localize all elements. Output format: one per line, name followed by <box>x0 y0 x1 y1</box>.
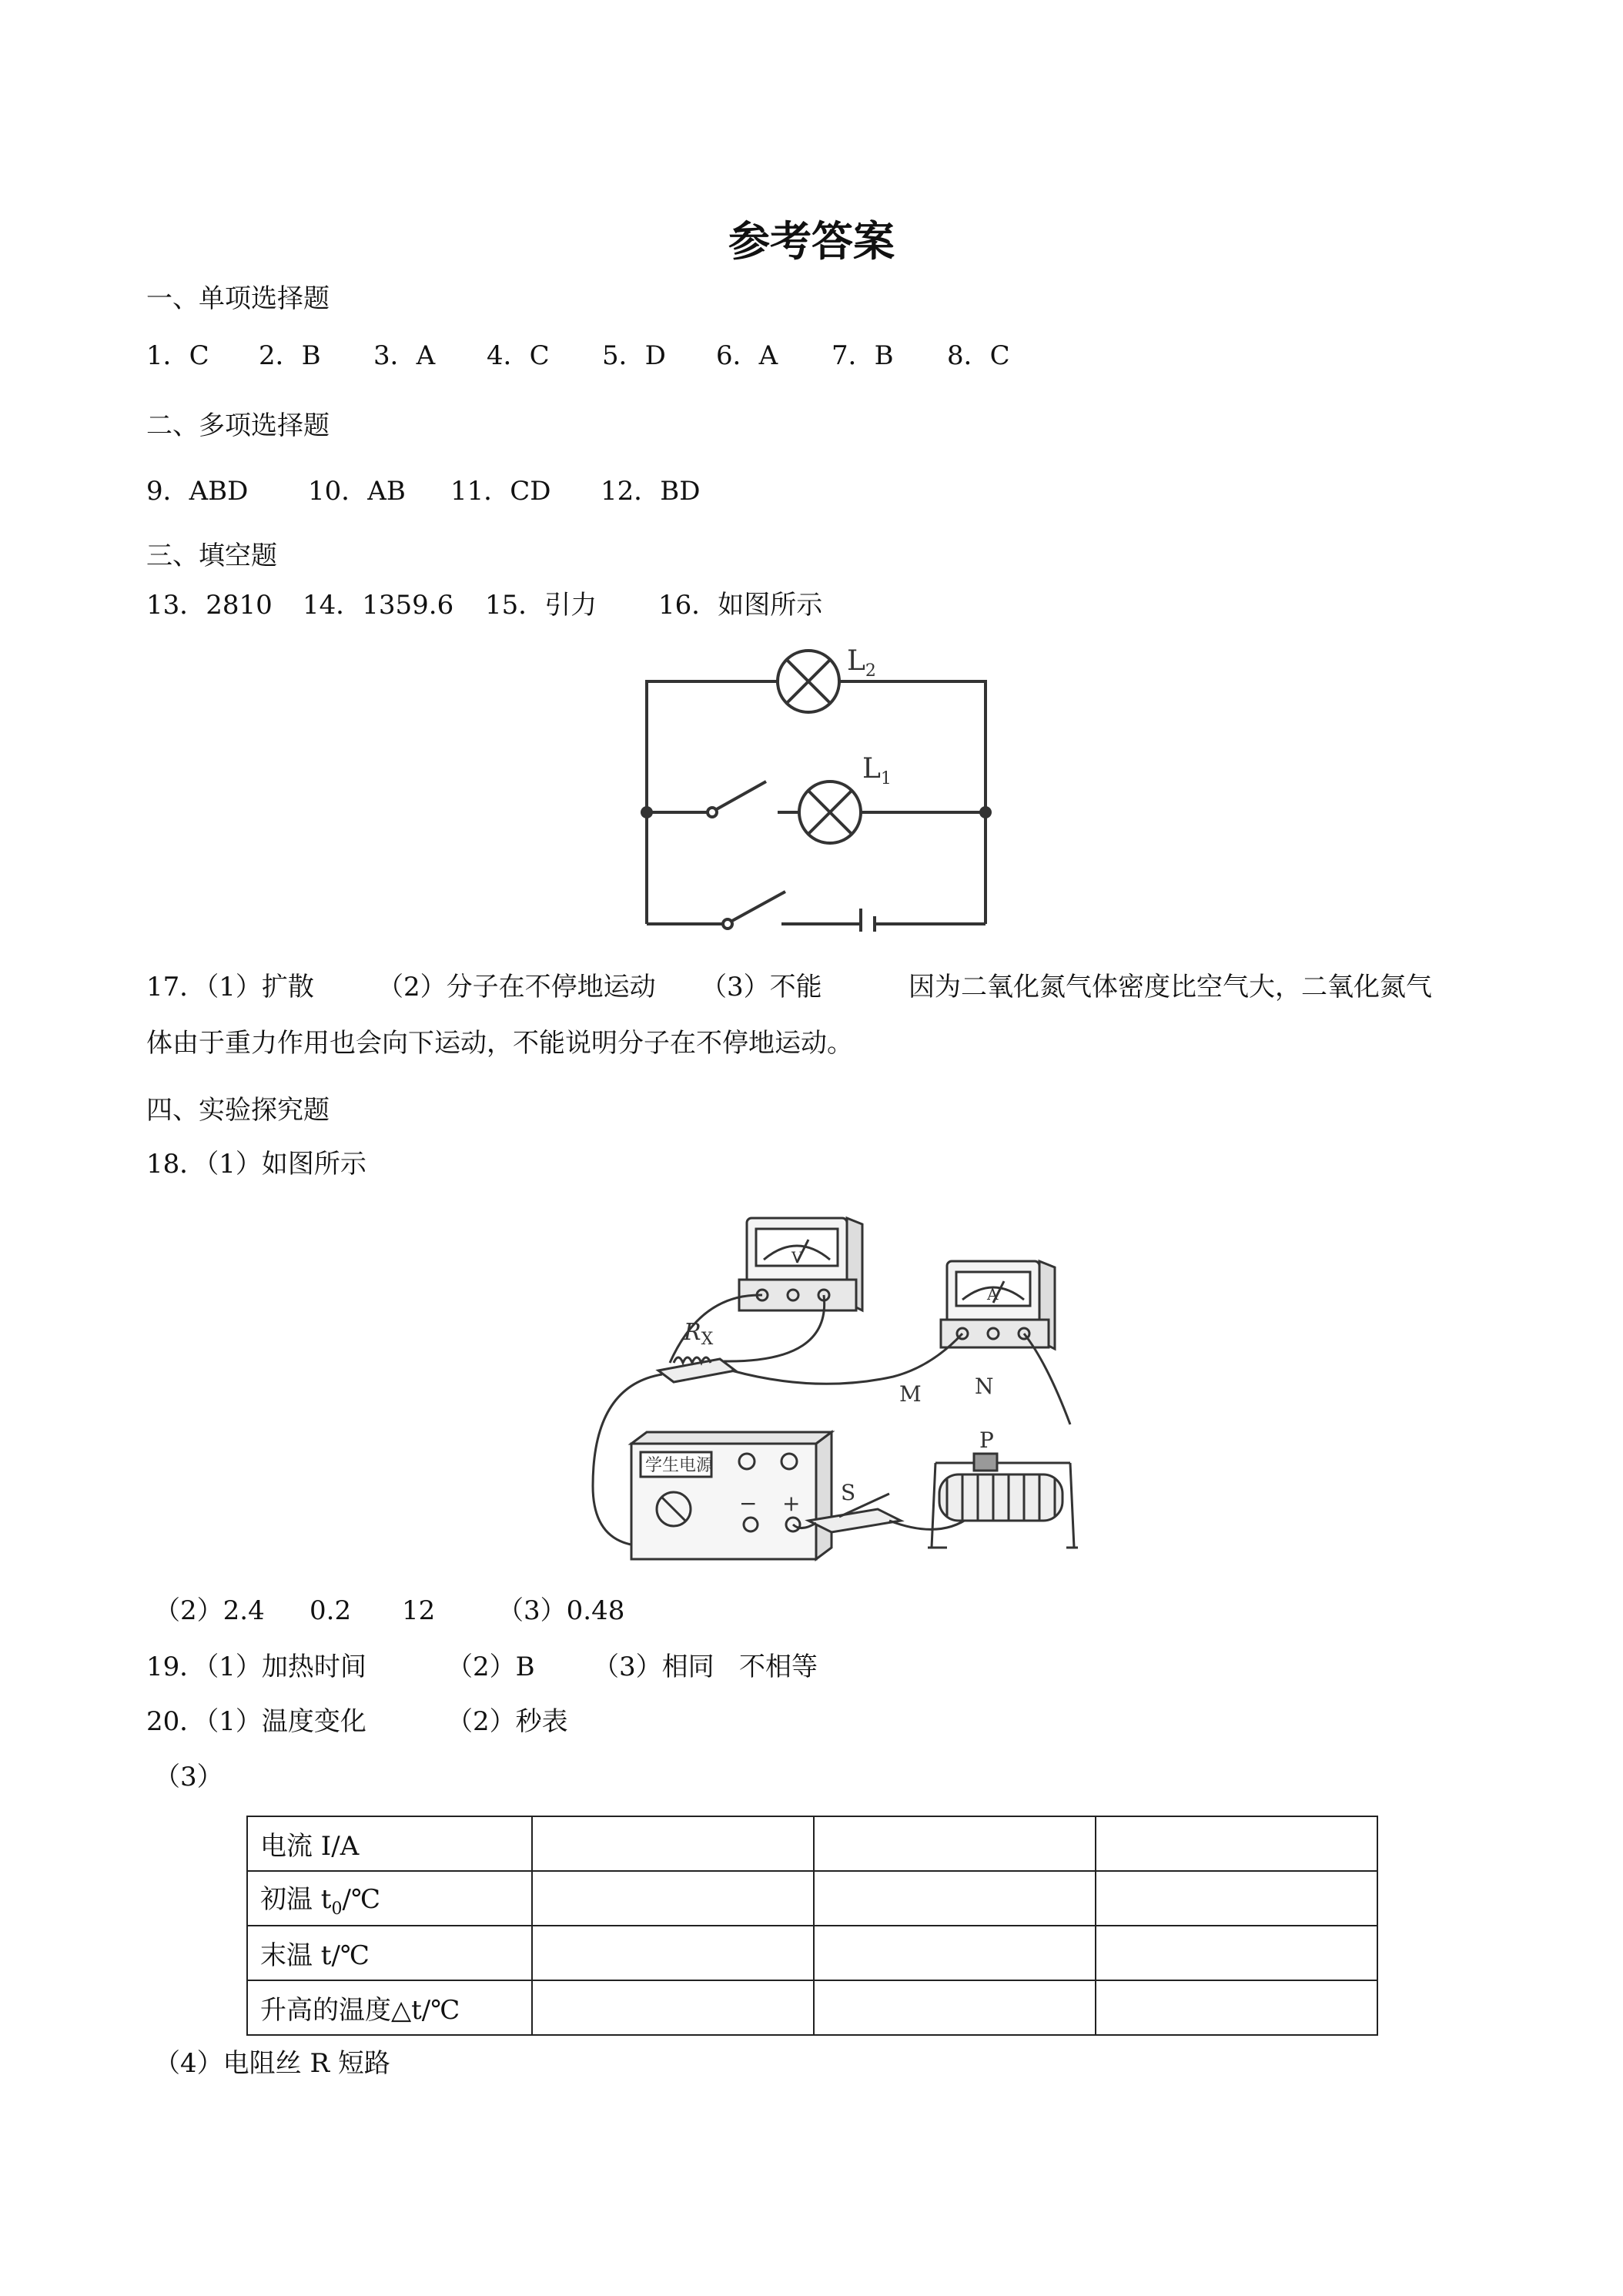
empty-cell <box>532 1926 814 1980</box>
answer-item: 7．B <box>832 340 894 371</box>
answer-item: 16．如图所示 <box>658 590 823 621</box>
row-label: 末温 t/℃ <box>247 1926 532 1980</box>
table-row <box>247 1816 1377 1871</box>
temperature-data-table <box>246 1816 1378 2036</box>
empty-cell <box>814 1816 1096 1871</box>
empty-cell <box>532 1980 814 2035</box>
l2-label: L <box>847 647 865 677</box>
empty-cell <box>1096 1871 1377 1926</box>
answer-item: 12．BD <box>601 476 701 507</box>
l1-label: L <box>862 753 881 785</box>
svg-text:RX <box>683 1319 714 1349</box>
page-title: 参考答案 <box>728 217 895 266</box>
empty-cell <box>814 1871 1096 1926</box>
rx-subscript: X <box>701 1330 714 1349</box>
answer-item: 6．A <box>716 340 778 371</box>
q20-part4: （4）电阻丝 R 短路 <box>154 2048 390 2079</box>
answer-item: 14．1359.6 <box>303 590 454 621</box>
l2-subscript: 2 <box>865 661 876 681</box>
q19-item: 19．（1）加热时间 <box>146 1652 366 1682</box>
q20-answers <box>146 1706 839 1737</box>
q18-part1: 18．（1）如图所示 <box>146 1149 366 1180</box>
apparatus-diagram <box>585 1209 1078 1571</box>
empty-cell <box>814 1980 1096 2035</box>
table-row <box>247 1926 1377 1980</box>
q20-item: 20．（1）温度变化 <box>146 1706 366 1737</box>
row-label-unit: /℃ <box>342 1884 380 1916</box>
empty-cell <box>532 1871 814 1926</box>
n-label: N <box>975 1374 994 1399</box>
single-choice-answers <box>146 340 1070 371</box>
row-label <box>247 1871 532 1926</box>
section-heading-experiment: 四、实验探究题 <box>146 1095 330 1126</box>
answer-item: 13．2810 <box>146 590 273 621</box>
p-label: P <box>979 1427 994 1453</box>
empty-cell <box>532 1816 814 1871</box>
q17-part: 17．（1）扩散 <box>146 972 314 1002</box>
q20-part3: （3） <box>154 1762 223 1792</box>
minus-label: − <box>739 1491 758 1516</box>
q18-item: （3）0.48 <box>497 1595 625 1626</box>
rx-label: R <box>684 1319 701 1346</box>
answer-item: 5．D <box>602 340 666 371</box>
section-heading-multi-choice: 二、多项选择题 <box>146 410 330 441</box>
answer-item: 8．C <box>947 340 1010 371</box>
q18-item: 0.2 <box>310 1595 352 1626</box>
answer-item: 3．A <box>373 340 436 371</box>
q18-rest <box>154 1595 770 1626</box>
q19-item: （2）B <box>447 1652 535 1682</box>
q20-item: （2）秒表 <box>447 1706 568 1737</box>
answer-item: 15．引力 <box>485 590 597 621</box>
row-label: 升高的温度△t/℃ <box>247 1980 532 2035</box>
row-label-main: 初温 t <box>260 1884 332 1916</box>
table-row <box>247 1871 1377 1926</box>
answer-item: 1．C <box>146 340 209 371</box>
q17-line1 <box>146 972 1501 1002</box>
row-label-sub: 0 <box>331 1899 343 1919</box>
l1-subscript: 1 <box>880 769 892 788</box>
table-row <box>247 1980 1377 2035</box>
svg-text:L1 <box>862 753 892 788</box>
empty-cell <box>1096 1816 1377 1871</box>
voltmeter-label: V <box>791 1248 803 1267</box>
answer-item: 2．B <box>259 340 321 371</box>
answer-item: 9．ABD <box>146 476 249 507</box>
answer-item: 4．C <box>487 340 550 371</box>
q17-part: 因为二氧化氮气体密度比空气大，二氧化氮气 <box>909 972 1432 1002</box>
row-label: 电流 I/A <box>247 1816 532 1871</box>
answer-item: 11．CD <box>450 476 551 507</box>
section-heading-single-choice: 一、单项选择题 <box>146 283 330 314</box>
power-supply-label: 学生电源 <box>645 1456 714 1475</box>
svg-text:L2 <box>847 647 876 681</box>
q19-answers <box>146 1652 916 1682</box>
fill-blank-answers <box>146 590 1070 621</box>
q17-part: （3）不能 <box>701 972 822 1002</box>
q19-item: （3）相同 <box>593 1652 714 1682</box>
empty-cell <box>1096 1926 1377 1980</box>
q18-item: （2）2.4 <box>154 1595 265 1626</box>
m-label: M <box>899 1381 922 1407</box>
circuit-diagram <box>616 647 1016 932</box>
q17-line2: 体由于重力作用也会向下运动，不能说明分子在不停地运动。 <box>146 1028 853 1059</box>
plus-label: + <box>782 1491 801 1516</box>
q19-item: 不相等 <box>739 1652 818 1682</box>
answer-item: 10．AB <box>308 476 406 507</box>
q18-item: 12 <box>402 1595 436 1626</box>
s-label: S <box>841 1480 856 1505</box>
multi-choice-answers <box>146 476 916 507</box>
empty-cell <box>814 1926 1096 1980</box>
ammeter-label: A <box>987 1285 999 1304</box>
section-heading-fill-blank: 三、填空题 <box>146 541 277 571</box>
q17-part: （2）分子在不停地运动 <box>377 972 656 1002</box>
empty-cell <box>1096 1980 1377 2035</box>
